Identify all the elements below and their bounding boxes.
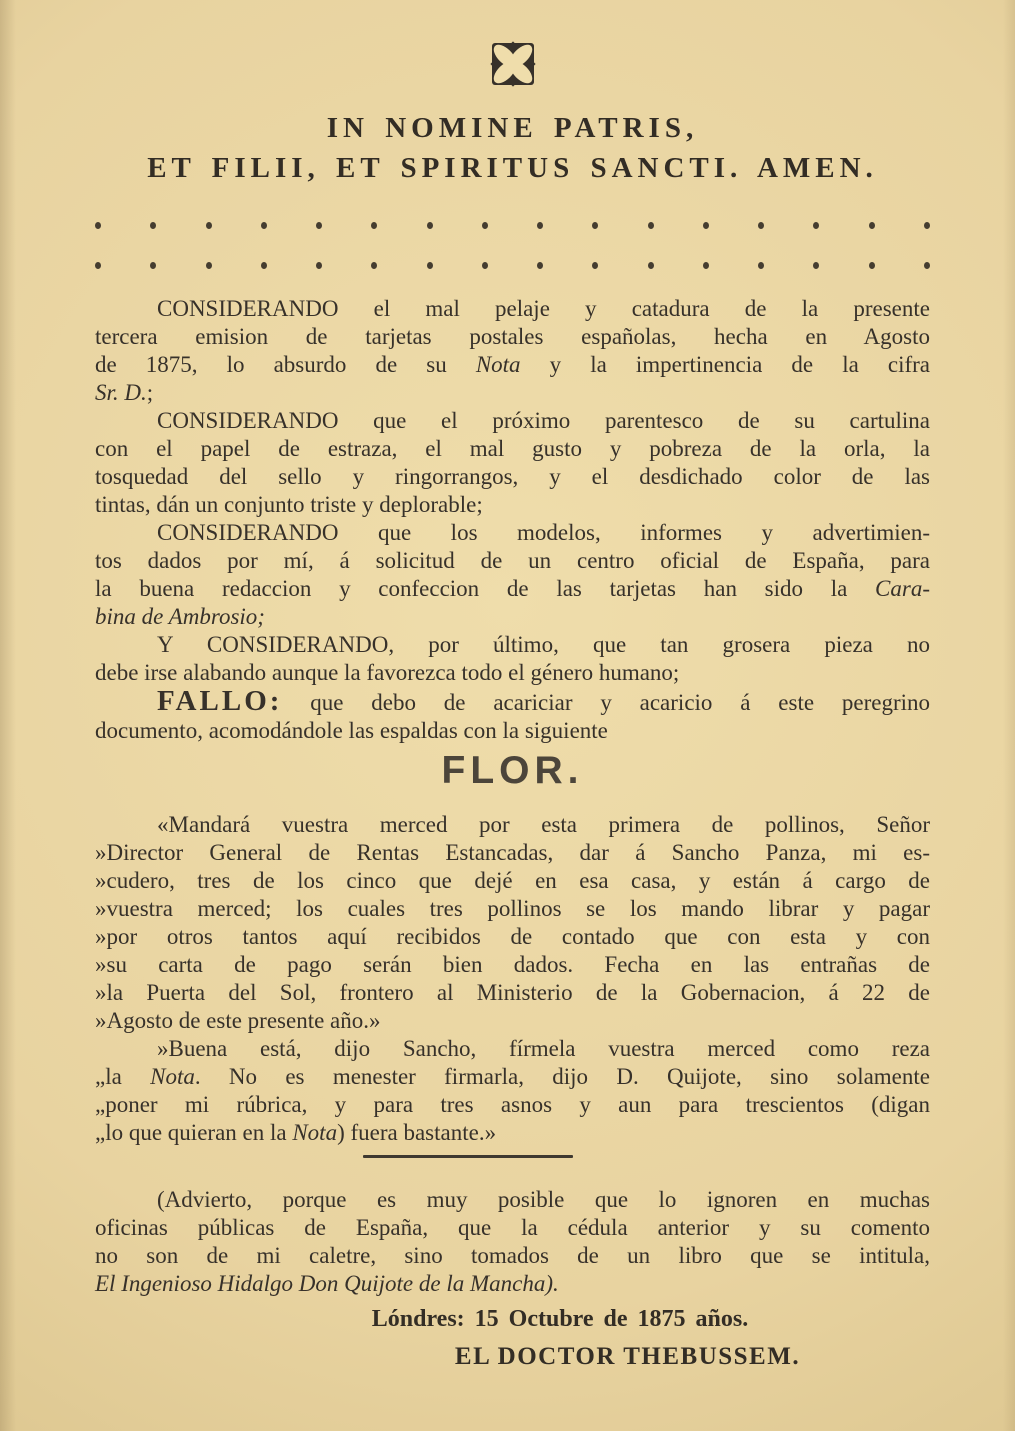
text-line <box>95 575 930 603</box>
text-line <box>95 717 930 745</box>
separator-rule <box>363 1155 573 1158</box>
text-line <box>95 603 930 631</box>
text-line <box>95 1091 930 1119</box>
text-line <box>95 547 930 575</box>
dot-row <box>95 222 930 229</box>
dot <box>427 222 433 229</box>
dot <box>95 262 101 269</box>
text: »Director General de Rentas Estancadas, dar á Sancho Panza, mi es- <box>95 840 930 865</box>
italic-text: Nota <box>150 1064 195 1089</box>
dot <box>648 222 654 229</box>
text: (Advierto, porque es muy posible que lo ignoren en muchas <box>157 1187 930 1212</box>
italic-text: Nota <box>475 352 521 377</box>
text-line <box>95 923 930 951</box>
dot <box>869 222 875 229</box>
text-line <box>95 1007 930 1035</box>
text-line <box>95 519 930 547</box>
dot <box>592 222 598 229</box>
text: „poner mi rúbrica, y para tres asnos y aun para trescientos (digan <box>95 1092 930 1117</box>
title-line-1: IN NOMINE PATRIS, <box>326 112 699 144</box>
text: »por otros tantos aquí recibidos de contado que con esta y con <box>95 924 930 949</box>
dot <box>924 222 930 229</box>
text-line <box>95 1119 930 1147</box>
dot <box>150 262 156 269</box>
text-line <box>95 491 930 519</box>
italic-text: Nota <box>292 1120 338 1145</box>
text: CONSIDERANDO que los modelos, informes y advertimien- <box>157 520 930 545</box>
dot <box>924 262 930 269</box>
text-line <box>95 435 930 463</box>
dot-row <box>95 262 930 269</box>
dot <box>261 222 267 229</box>
text-line <box>95 867 930 895</box>
title-line-2: ET FILII, ET SPIRITUS SANCTI. AMEN. <box>147 152 878 184</box>
text: CONSIDERANDO que el próximo parentesco de su cartulina <box>157 408 930 433</box>
text-line <box>95 323 930 351</box>
text: . No es menester firmarla, dijo D. Quijote, sino solamente <box>194 1064 930 1089</box>
text: „lo que quieran en la <box>95 1120 293 1145</box>
dot <box>371 262 377 269</box>
dot <box>758 262 764 269</box>
text-line <box>95 295 930 323</box>
text: »la Puerta del Sol, frontero al Ministerio de la Gobernacion, á 22 de <box>95 980 930 1005</box>
dot <box>206 262 212 269</box>
text: »Buena está, dijo Sancho, fírmela vuestra merced como reza <box>157 1036 930 1061</box>
text: con el papel de estraza, el mal gusto y pobreza de la orla, la <box>95 436 930 461</box>
text-line <box>95 687 930 717</box>
quote-mandara <box>95 811 930 1035</box>
text-line <box>95 1186 930 1214</box>
dot <box>537 222 543 229</box>
text-line <box>95 811 930 839</box>
dot <box>869 262 875 269</box>
text-line <box>95 631 930 659</box>
dot <box>316 222 322 229</box>
paragraph-advierto <box>95 1186 930 1298</box>
text-line <box>95 1063 930 1091</box>
dot <box>482 262 488 269</box>
italic-text: Cara- <box>875 576 930 601</box>
text: y la impertinencia de la cifra <box>520 352 930 377</box>
dotted-lines <box>95 222 930 269</box>
dot <box>813 222 819 229</box>
dot <box>703 262 709 269</box>
text: ) fuera bastante.» <box>337 1120 497 1145</box>
text: »Agosto de este presente año.» <box>95 1008 381 1033</box>
italic-text: bina de Ambrosio; <box>95 604 265 629</box>
text: tercera emision de tarjetas postales españolas, hecha en Agosto <box>95 324 930 349</box>
text: la buena redaccion y confeccion de las tarjetas han sido la <box>95 576 876 601</box>
text-line <box>95 979 930 1007</box>
paragraph-considerando-4 <box>95 631 930 687</box>
dot <box>813 262 819 269</box>
text: „la <box>95 1064 151 1089</box>
document-body <box>95 295 930 1298</box>
flor-heading: FLOR. <box>441 749 584 792</box>
text: »su carta de pago serán bien dados. Fecha en las entrañas de <box>95 952 930 977</box>
text: tintas, dán un conjunto triste y deplorable; <box>95 492 483 517</box>
text-line <box>95 839 930 867</box>
quote-buena-esta <box>95 1035 930 1147</box>
paragraph-fallo <box>95 687 930 745</box>
dot <box>371 222 377 229</box>
text: debe irse alabando aunque la favorezca todo el género humano; <box>95 660 680 685</box>
paragraph-considerando-1 <box>95 295 930 407</box>
dot <box>150 222 156 229</box>
paragraph-considerando-2 <box>95 407 930 519</box>
dot <box>427 262 433 269</box>
text: oficinas públicas de España, que la cédula anterior y su comento <box>95 1215 930 1240</box>
text: »cudero, tres de los cinco que dejé en esa casa, y están á cargo de <box>95 868 930 893</box>
italic-text: El Ingenioso Hidalgo Don Quijote de la Mancha). <box>95 1271 559 1296</box>
text-line <box>95 379 930 407</box>
date-line: Lóndres: 15 Octubre de 1875 años. <box>371 1306 749 1332</box>
text: tos dados por mí, á solicitud de un centro oficial de España, para <box>95 548 930 573</box>
text: tosquedad del sello y ringorrangos, y el desdichado color de las <box>95 464 930 489</box>
dot <box>703 222 709 229</box>
text: «Mandará vuestra merced por esta primera de pollinos, Señor <box>157 812 930 837</box>
text-line <box>95 1242 930 1270</box>
dot <box>592 262 598 269</box>
fallo-label: FALLO: <box>157 685 283 717</box>
text-line <box>95 1214 930 1242</box>
text-line <box>95 895 930 923</box>
text-line <box>95 659 930 687</box>
dot <box>316 262 322 269</box>
text-line <box>95 951 930 979</box>
text: CONSIDERANDO el mal pelaje y catadura de la presente <box>157 296 930 321</box>
text-line <box>95 463 930 491</box>
dot <box>206 222 212 229</box>
text: »vuestra merced; los cuales tres pollinos se los mando librar y pagar <box>95 896 930 921</box>
dot <box>482 222 488 229</box>
text-line <box>95 351 930 379</box>
dot <box>758 222 764 229</box>
cross-ornament-icon <box>95 36 930 96</box>
text-line <box>95 1270 930 1298</box>
text: no son de mi caletre, sino tomados de un libro que se intitula, <box>95 1243 930 1268</box>
text: Y CONSIDERANDO, por último, que tan grosera pieza no <box>157 632 930 657</box>
text: documento, acomodándole las espaldas con la siguiente <box>95 718 608 743</box>
text: ; <box>146 380 154 405</box>
italic-text: Sr. D. <box>95 380 147 405</box>
signature: EL DOCTOR THEBUSSEM. <box>454 1343 801 1370</box>
text-line <box>95 1035 930 1063</box>
paragraph-considerando-3 <box>95 519 930 631</box>
text-line <box>95 407 930 435</box>
dot <box>261 262 267 269</box>
text: de 1875, lo absurdo de su <box>95 352 476 377</box>
text: que debo de acariciar y acaricio á este peregrino <box>282 690 930 715</box>
dot <box>537 262 543 269</box>
dot <box>95 222 101 229</box>
dot <box>648 262 654 269</box>
